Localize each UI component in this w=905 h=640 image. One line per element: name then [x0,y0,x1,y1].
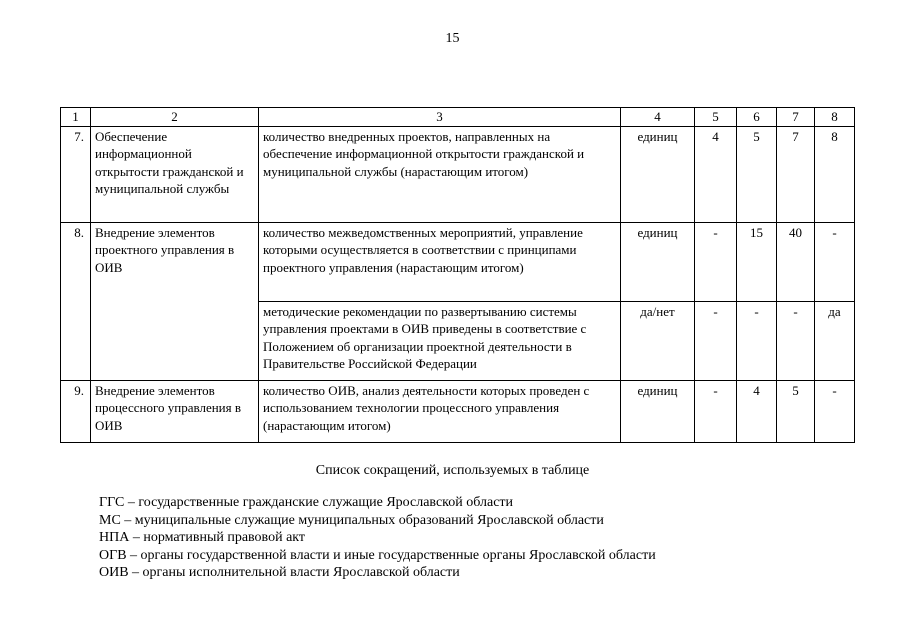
value-cell: - [815,222,855,301]
abbreviation-item: НПА – нормативный правовой акт [99,530,306,546]
indicators-table [60,107,855,443]
value-cell: - [695,222,737,301]
task-cell: Внедрение элементов процессного управления в ОИВ [91,380,259,442]
value-cell: 4 [695,126,737,222]
header-cell: 3 [259,108,621,127]
indicator-cell: количество ОИВ, анализ деятельности которых проведен с использованием технологии процессного управления (нарастающим итогом) [259,380,621,442]
table-header-row [61,108,855,127]
page-number: 15 [445,31,460,46]
row-number: 7. [61,126,91,222]
abbreviation-item: ОИВ – органы исполнительной власти Ярославской области [99,565,460,581]
abbreviation-item: ОГВ – органы государственной власти и иные государственные органы Ярославской области [99,547,656,563]
table-row [61,126,855,222]
value-cell: 40 [777,222,815,301]
value-cell: 15 [737,222,777,301]
value-cell: - [737,301,777,380]
indicator-cell: методические рекомендации по развертыванию системы управления проектами в ОИВ приведены в соответствие с Положением об организации проектной деятельности в Правительстве Российской Федерации [259,301,621,380]
value-cell: - [695,301,737,380]
header-cell: 2 [91,108,259,127]
row-number: 8. [61,222,91,380]
abbreviations-list [99,494,656,582]
value-cell: - [777,301,815,380]
unit-cell: единиц [621,126,695,222]
task-cell: Внедрение элементов проектного управления в ОИВ [91,222,259,380]
header-cell: 7 [777,108,815,127]
value-cell: 5 [737,126,777,222]
indicator-cell: количество межведомственных мероприятий, управление которыми осуществляется в соответствии с принципами проектного управления (нарастающим итогом) [259,222,621,301]
value-cell: - [695,380,737,442]
row-number: 9. [61,380,91,442]
header-cell: 1 [61,108,91,127]
value-cell: 5 [777,380,815,442]
header-cell: 5 [695,108,737,127]
header-cell: 8 [815,108,855,127]
abbreviations-title: Список сокращений, используемых в таблице [315,463,590,478]
unit-cell: единиц [621,380,695,442]
abbreviation-item: МС – муниципальные служащие муниципальных образований Ярославской области [99,512,604,528]
task-cell: Обеспечение информационной открытости гражданской и муниципальной службы [91,126,259,222]
indicator-cell: количество внедренных проектов, направленных на обеспечение информационной открытости гражданской и муниципальной службы (нарастающим итогом) [259,126,621,222]
value-cell: да [815,301,855,380]
unit-cell: да/нет [621,301,695,380]
header-cell: 4 [621,108,695,127]
unit-cell: единиц [621,222,695,301]
value-cell: 8 [815,126,855,222]
table-row [61,380,855,442]
abbreviation-item: ГГС – государственные гражданские служащие Ярославской области [99,495,514,510]
value-cell: 4 [737,380,777,442]
table-row [61,222,855,301]
header-cell: 6 [737,108,777,127]
value-cell: - [815,380,855,442]
value-cell: 7 [777,126,815,222]
